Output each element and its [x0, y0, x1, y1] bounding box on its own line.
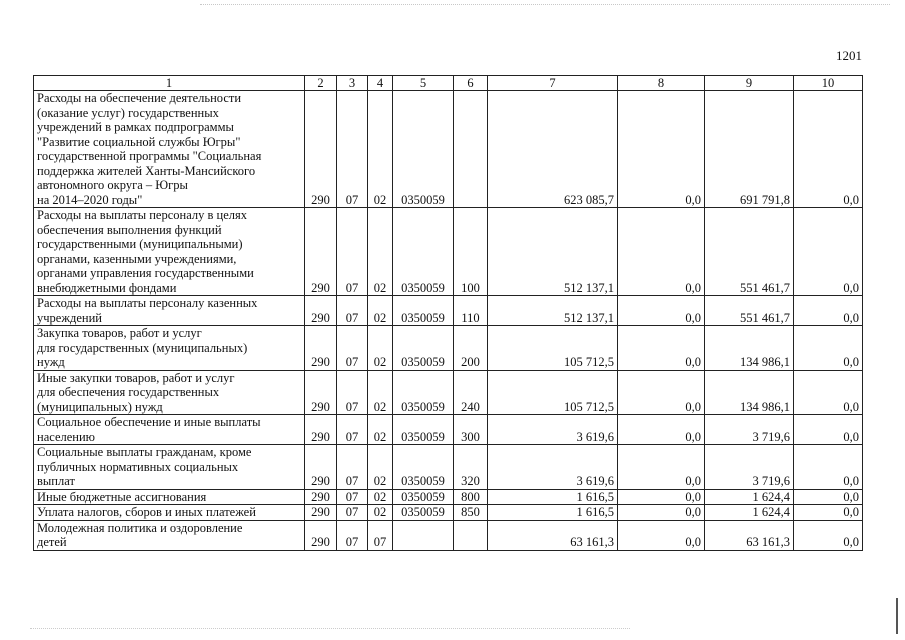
cell-target-article: 0350059 [393, 415, 454, 445]
cell-subsection: 02 [368, 91, 393, 208]
table-row [34, 296, 863, 326]
cell-target-article: 0350059 [393, 296, 454, 326]
cell-target-article: 0350059 [393, 208, 454, 296]
cell-expense-type [454, 91, 488, 208]
cell-amount: 0,0 [618, 520, 705, 550]
cell-amount: 105 712,5 [488, 370, 618, 415]
column-header: 8 [618, 76, 705, 91]
cell-amount: 691 791,8 [705, 91, 794, 208]
cell-subsection: 02 [368, 505, 393, 521]
column-header: 3 [337, 76, 368, 91]
cell-target-article: 0350059 [393, 370, 454, 415]
cell-expense-type: 320 [454, 445, 488, 490]
column-header: 1 [34, 76, 305, 91]
row-description: Социальные выплаты гражданам, кроме публичных нормативных социальных выплат [34, 445, 305, 490]
cell-amount: 0,0 [794, 208, 863, 296]
cell-section: 07 [337, 370, 368, 415]
cell-amount: 0,0 [794, 370, 863, 415]
cell-amount: 0,0 [618, 208, 705, 296]
cell-expense-type: 800 [454, 489, 488, 505]
cell-amount: 0,0 [618, 505, 705, 521]
column-header: 9 [705, 76, 794, 91]
cell-expense-type: 240 [454, 370, 488, 415]
cell-amount: 105 712,5 [488, 326, 618, 371]
cell-target-article: 0350059 [393, 445, 454, 490]
cell-expense-type: 100 [454, 208, 488, 296]
cell-expense-type: 200 [454, 326, 488, 371]
cell-ministry: 290 [305, 445, 337, 490]
cell-ministry: 290 [305, 415, 337, 445]
cell-subsection: 02 [368, 326, 393, 371]
cell-ministry: 290 [305, 91, 337, 208]
cell-ministry: 290 [305, 326, 337, 371]
cell-ministry: 290 [305, 370, 337, 415]
column-header: 2 [305, 76, 337, 91]
cell-subsection: 02 [368, 296, 393, 326]
cell-amount: 512 137,1 [488, 296, 618, 326]
cell-ministry: 290 [305, 505, 337, 521]
cell-amount: 1 624,4 [705, 489, 794, 505]
row-description: Закупка товаров, работ и услуг для государственных (муниципальных) нужд [34, 326, 305, 371]
table-row [34, 91, 863, 208]
row-description: Уплата налогов, сборов и иных платежей [34, 505, 305, 521]
cell-section: 07 [337, 505, 368, 521]
row-description: Расходы на обеспечение деятельности (оказание услуг) государственных учреждений в рамках подпрограммы "Развитие социальной службы Югры" государственной программы "Социальная поддержка жителей Ханты-Мансийского автономного округа – Югры на 2014–2020 годы" [34, 91, 305, 208]
row-description: Расходы на выплаты персоналу казенных учреждений [34, 296, 305, 326]
cell-amount: 3 619,6 [488, 445, 618, 490]
cell-amount: 0,0 [794, 489, 863, 505]
cell-subsection: 02 [368, 489, 393, 505]
column-header: 7 [488, 76, 618, 91]
cell-amount: 0,0 [618, 489, 705, 505]
table-row [34, 326, 863, 371]
cell-amount: 551 461,7 [705, 208, 794, 296]
cell-amount: 0,0 [618, 445, 705, 490]
cell-expense-type: 300 [454, 415, 488, 445]
cell-expense-type: 110 [454, 296, 488, 326]
cell-amount: 3 719,6 [705, 415, 794, 445]
cell-amount: 1 616,5 [488, 505, 618, 521]
table-row [34, 520, 863, 550]
cell-target-article: 0350059 [393, 326, 454, 371]
table-header-row [34, 76, 863, 91]
row-description: Социальное обеспечение и иные выплаты населению [34, 415, 305, 445]
row-description: Иные закупки товаров, работ и услуг для обеспечения государственных (муниципальных) нужд [34, 370, 305, 415]
cell-subsection: 02 [368, 208, 393, 296]
scan-artifact-bottom [30, 628, 630, 629]
table-row [34, 370, 863, 415]
cell-amount: 551 461,7 [705, 296, 794, 326]
cell-target-article: 0350059 [393, 505, 454, 521]
cell-amount: 623 085,7 [488, 91, 618, 208]
cell-amount: 63 161,3 [705, 520, 794, 550]
cell-section: 07 [337, 296, 368, 326]
cell-target-article: 0350059 [393, 489, 454, 505]
cell-target-article [393, 520, 454, 550]
column-header: 10 [794, 76, 863, 91]
cell-amount: 1 616,5 [488, 489, 618, 505]
cell-amount: 0,0 [618, 326, 705, 371]
cell-section: 07 [337, 415, 368, 445]
cell-expense-type [454, 520, 488, 550]
table-row [34, 208, 863, 296]
cell-expense-type: 850 [454, 505, 488, 521]
cell-section: 07 [337, 520, 368, 550]
row-description: Молодежная политика и оздоровление детей [34, 520, 305, 550]
cell-amount: 0,0 [794, 445, 863, 490]
cell-amount: 0,0 [794, 91, 863, 208]
cell-amount: 0,0 [618, 91, 705, 208]
page-number: 1201 [836, 48, 862, 63]
cell-amount: 1 624,4 [705, 505, 794, 521]
cell-amount: 0,0 [618, 415, 705, 445]
table-row [34, 505, 863, 521]
budget-table [33, 75, 863, 551]
cell-ministry: 290 [305, 489, 337, 505]
cell-amount: 0,0 [794, 520, 863, 550]
cell-amount: 63 161,3 [488, 520, 618, 550]
cell-target-article: 0350059 [393, 91, 454, 208]
cell-amount: 512 137,1 [488, 208, 618, 296]
cell-subsection: 02 [368, 370, 393, 415]
column-header: 6 [454, 76, 488, 91]
cell-ministry: 290 [305, 520, 337, 550]
cell-amount: 0,0 [794, 326, 863, 371]
cell-amount: 0,0 [618, 296, 705, 326]
scan-artifact-top [200, 4, 890, 5]
cell-amount: 0,0 [794, 505, 863, 521]
table-row [34, 445, 863, 490]
table-row [34, 415, 863, 445]
row-description: Расходы на выплаты персоналу в целях обеспечения выполнения функций государственными (муниципальными) органами, казенными учреждениями, органами управления государственными внебюджетными фондами [34, 208, 305, 296]
cell-section: 07 [337, 445, 368, 490]
cell-ministry: 290 [305, 208, 337, 296]
cell-section: 07 [337, 208, 368, 296]
table-row [34, 489, 863, 505]
column-header: 4 [368, 76, 393, 91]
row-description: Иные бюджетные ассигнования [34, 489, 305, 505]
cell-amount: 134 986,1 [705, 370, 794, 415]
cell-subsection: 02 [368, 445, 393, 490]
cell-amount: 0,0 [794, 415, 863, 445]
cell-section: 07 [337, 91, 368, 208]
cell-amount: 0,0 [794, 296, 863, 326]
cell-amount: 3 619,6 [488, 415, 618, 445]
cell-ministry: 290 [305, 296, 337, 326]
scan-artifact-edge [896, 598, 898, 634]
cell-amount: 134 986,1 [705, 326, 794, 371]
cell-amount: 3 719,6 [705, 445, 794, 490]
cell-subsection: 02 [368, 415, 393, 445]
cell-section: 07 [337, 489, 368, 505]
cell-section: 07 [337, 326, 368, 371]
cell-subsection: 07 [368, 520, 393, 550]
cell-amount: 0,0 [618, 370, 705, 415]
column-header: 5 [393, 76, 454, 91]
